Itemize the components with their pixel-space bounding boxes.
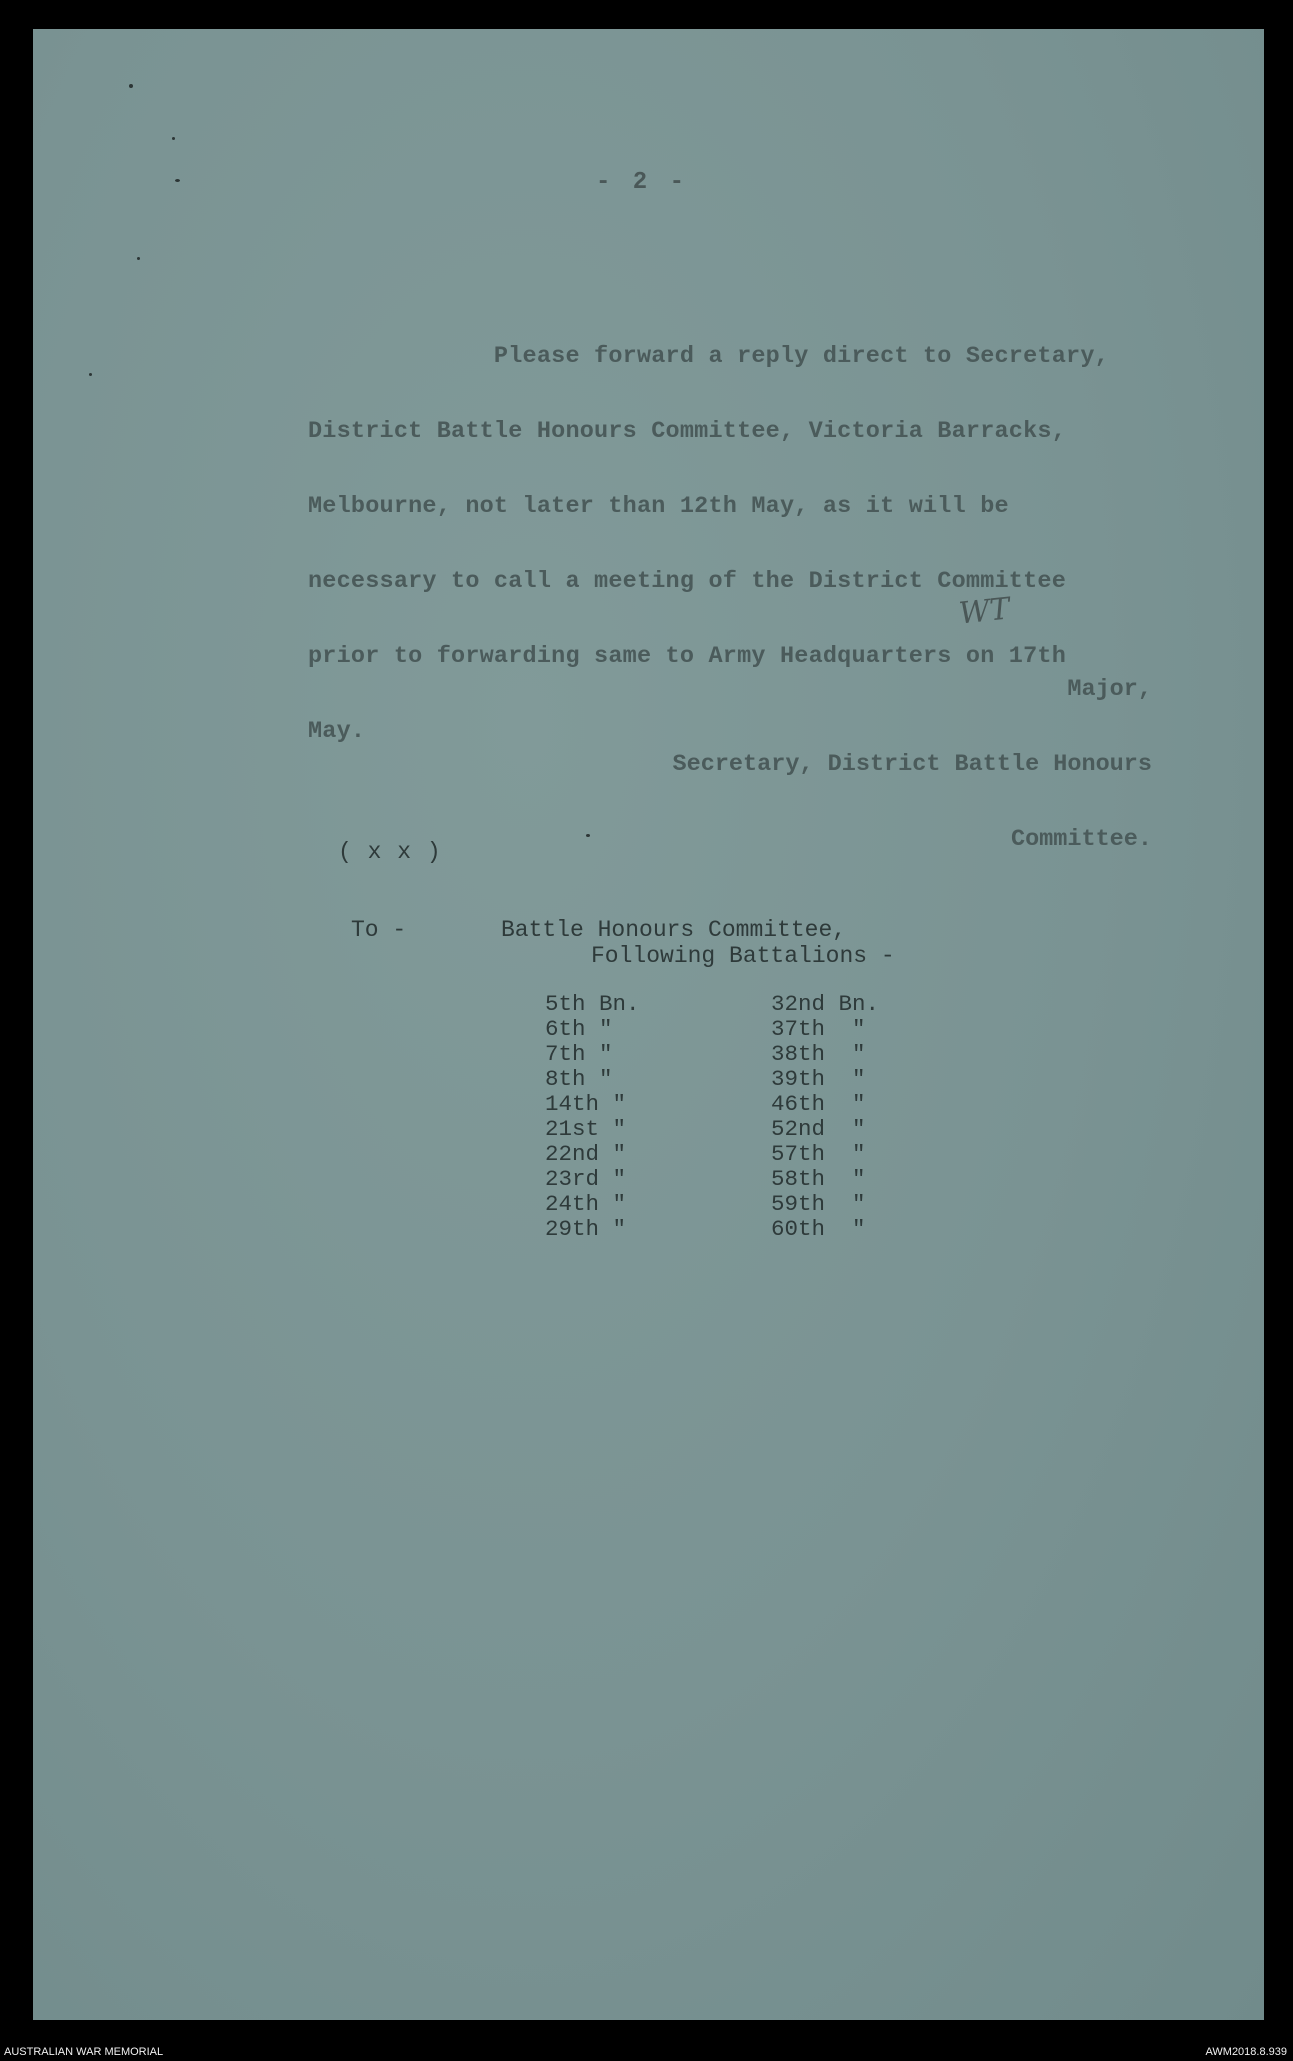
paper-speck (137, 257, 140, 260)
battalion-entry: 59th " (771, 1191, 866, 1217)
battalion-entry: 58th " (771, 1166, 866, 1192)
battalion-entry: 32nd Bn. (771, 991, 880, 1017)
addressee-label: To - (351, 917, 407, 943)
battalion-entry: 7th " (545, 1041, 613, 1067)
battalion-entry: 24th " (545, 1191, 627, 1217)
battalion-entry: 39th " (771, 1066, 866, 1092)
paragraph-line: District Battle Honours Committee, Victoria Barracks, (308, 418, 1067, 445)
signature-title-cont: Committee. (1010, 826, 1152, 853)
battalion-entry: 6th " (545, 1016, 613, 1042)
paper-speck (129, 84, 133, 88)
battalion-entry: 23rd " (545, 1166, 627, 1192)
battalion-entry: 37th " (771, 1016, 866, 1042)
paper-speck (172, 137, 175, 140)
signature-title: Secretary, District Battle Honours (672, 751, 1152, 778)
addressee-line: Battle Honours Committee, (501, 917, 847, 943)
battalion-entry: 14th " (545, 1091, 627, 1117)
battalion-entry: 60th " (771, 1216, 866, 1242)
footer-accession-number: AWM2018.8.939 (1205, 2046, 1287, 2058)
battalion-list-left (545, 992, 640, 1242)
battalion-list-right (771, 992, 879, 1242)
battalion-entry: 22nd " (545, 1141, 627, 1167)
footer-institution: AUSTRALIAN WAR MEMORIAL (4, 2046, 164, 2058)
paragraph-line: May. (308, 718, 366, 745)
battalion-entry: 57th " (771, 1141, 866, 1167)
battalion-entry: 46th " (771, 1091, 866, 1117)
paper-speck (586, 834, 590, 837)
paper-speck (175, 179, 180, 182)
battalion-entry: 8th " (545, 1066, 613, 1092)
battalion-entry: 29th " (545, 1216, 627, 1242)
document-page (33, 29, 1264, 2020)
paragraph-line: Please forward a reply direct to Secretary, (308, 343, 1109, 370)
battalion-entry: 52nd " (771, 1116, 866, 1142)
reference-mark: ( x x ) (338, 839, 442, 865)
battalion-entry: 21st " (545, 1116, 627, 1142)
paragraph-line: Melbourne, not later than 12th May, as it will be (308, 493, 1009, 520)
paper-speck (89, 373, 92, 376)
handwritten-initials: WT (957, 591, 1012, 632)
paragraph-line: prior to forwarding same to Army Headquarters on 17th (308, 643, 1067, 670)
battalion-entry: 5th Bn. (545, 991, 640, 1017)
battalion-entry: 38th " (771, 1041, 866, 1067)
signature-rank: Major, (1067, 676, 1152, 703)
paragraph-line: necessary to call a meeting of the District Committee (308, 568, 1067, 595)
signature-block (673, 627, 1152, 902)
addressee-line: Following Battalions - (591, 943, 895, 969)
page-number: - 2 - (596, 169, 689, 196)
